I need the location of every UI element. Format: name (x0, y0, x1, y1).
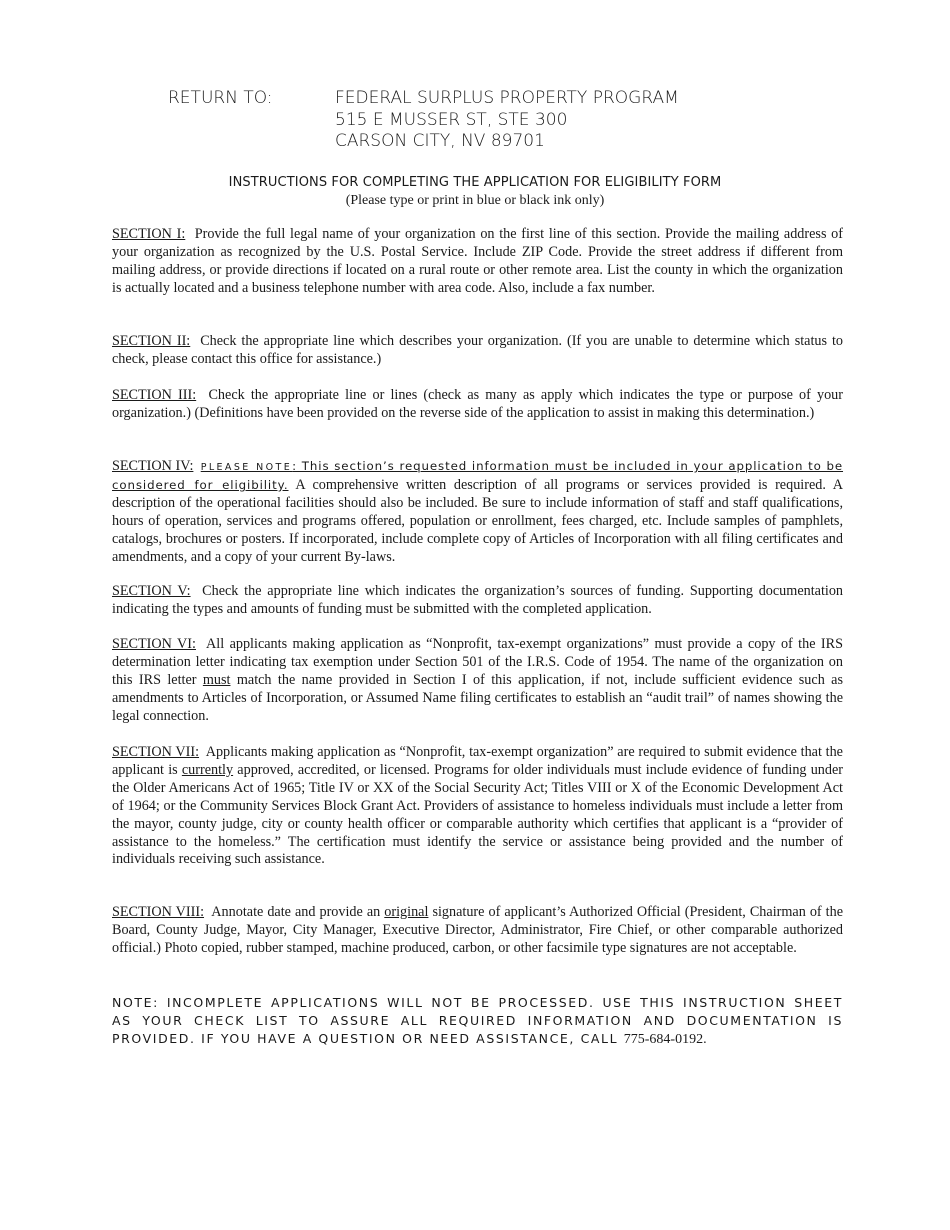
section-8 (112, 904, 843, 958)
section-6-body-b: match the name provided in Section I of this application, if not, include sufficient evidence such as amendments to Articles of Incorporation, or Assumed Name filing certificates to establish an “audit trail” of names showing the legal connection. (112, 671, 843, 724)
section-2-heading: SECTION II: (112, 333, 191, 349)
section-1-body: Provide the full legal name of your organization on the first line of this section. Provide the mailing address of your organization as recognized by the U.S. Postal Service. Include ZIP Code. Provide the street address if different from mailing address, or provide directions if located on a rural route or other remote area. List the county in which the organization is actually located and a business telephone number with area code. Also, include a fax number. (112, 226, 843, 296)
section-8-emphasis: original (384, 904, 429, 920)
address-line-2: 515 E MUSSER ST, STE 300 (335, 109, 568, 130)
section-6-heading: SECTION VI: (112, 636, 196, 652)
section-3 (112, 387, 843, 423)
section-8-body-a: Annotate date and provide an (211, 904, 381, 920)
section-1-heading: SECTION I: (112, 226, 186, 242)
return-address (335, 88, 679, 153)
address-line-1: FEDERAL SURPLUS PROPERTY PROGRAM (335, 88, 679, 108)
section-7-heading: SECTION VII: (112, 744, 200, 760)
section-2-body: Check the appropriate line which describes your organization. (If you are unable to determine which status to check, please contact this office for assistance.) (112, 333, 844, 367)
section-6-body-a: All applicants making application as “Nonprofit, tax-exempt organizations” must provide a copy of the IRS determination letter indicating tax exemption under Section 501 of the I.R.S. Code of 1954. The name of the organization on this IRS letter (112, 636, 843, 688)
section-4 (112, 458, 843, 566)
section-3-heading: SECTION III: (112, 387, 197, 403)
section-5-heading: SECTION V: (112, 583, 191, 599)
please-note-label: PLEASE NOTE (200, 462, 293, 473)
section-8-heading: SECTION VIII: (112, 904, 205, 920)
section-7-body-a: Applicants making application as “Nonprofit, tax-exempt organization” are required to submit evidence that the applicant is (112, 744, 843, 778)
section-5-body: Check the appropriate line which indicates the organization’s sources of funding. Supporting documentation indicating the types and amounts of funding must be submitted with the completed application. (112, 583, 844, 617)
closing-note-text: NOTE: INCOMPLETE APPLICATIONS WILL NOT BE PROCESSED. USE THIS INSTRUCTION SHEET AS YOUR CHECK LIST TO ASSURE ALL REQUIRED INFORMATION AND DOCUMENTATION IS PROVIDED. IF YOU HAVE A QUESTION OR NEED ASSISTANCE, CALL (112, 995, 843, 1046)
section-5 (112, 583, 843, 619)
page-title: INSTRUCTIONS FOR COMPLETING THE APPLICATION FOR ELIGIBILITY FORM (228, 175, 722, 190)
section-4-heading: SECTION IV: (112, 458, 194, 474)
section-7-body-b: approved, accredited, or licensed. Programs for older individuals must include evidence of funding under the Older Americans Act of 1965; Title IV or XX of the Social Security Act; Titles VIII or X of the Economic Development Act of 1964; or the Community Services Block Grant Act. Providers of assistance to homeless individuals must include a letter from the mayor, county judge, city or county health officer or comparable authority which certifies that applicant is a “provider of assistance to the homeless.” The certification must identify the service or assistance being provided and the number of individuals receiving such assistance. (112, 761, 844, 868)
section-3-body: Check the appropriate line or lines (check as many as apply which indicates the type or purpose of your organization.) (Definitions have been provided on the reverse side of the application to assist in making this determination.) (112, 387, 844, 421)
section-1 (112, 226, 843, 298)
section-4-emphasis: : This section’s requested information must be included in your application to be considered for eligibility. (112, 459, 844, 492)
contact-phone: 775-684-0192. (623, 1032, 707, 1047)
address-line-3: CARSON CITY, NV 89701 (335, 131, 545, 151)
return-to-label: RETURN TO: (168, 88, 273, 108)
section-2 (112, 333, 843, 369)
section-6 (112, 636, 843, 726)
section-7-emphasis: currently (181, 761, 234, 778)
section-8-body-b: signature of applicant’s Authorized Official (President, Chairman of the Board, County Judge, Mayor, City Manager, Executive Director, Administrator, Fire Chief, or other comparable authorized official.) Photo copied, rubber stamped, machine produced, carbon, or other facsimile type signatures are not acceptable. (112, 904, 843, 956)
section-7 (112, 744, 843, 869)
section-4-body: A comprehensive written description of all programs or services provided is required. A description of the operational facilities should also be included. Be sure to include information of staff and staff qualifications, hours of operation, services and programs offered, population or enrollment, fees charged, etc. Include samples of pamphlets, catalogs, brochures or posters. If incorporated, include complete copy of Articles of Incorporation with all filing certificates and amendments, and a copy of your current By-laws. (112, 476, 844, 565)
section-6-emphasis: must (202, 671, 231, 688)
page-subtitle: (Please type or print in blue or black ink only) (345, 193, 605, 208)
closing-note (112, 994, 843, 1049)
